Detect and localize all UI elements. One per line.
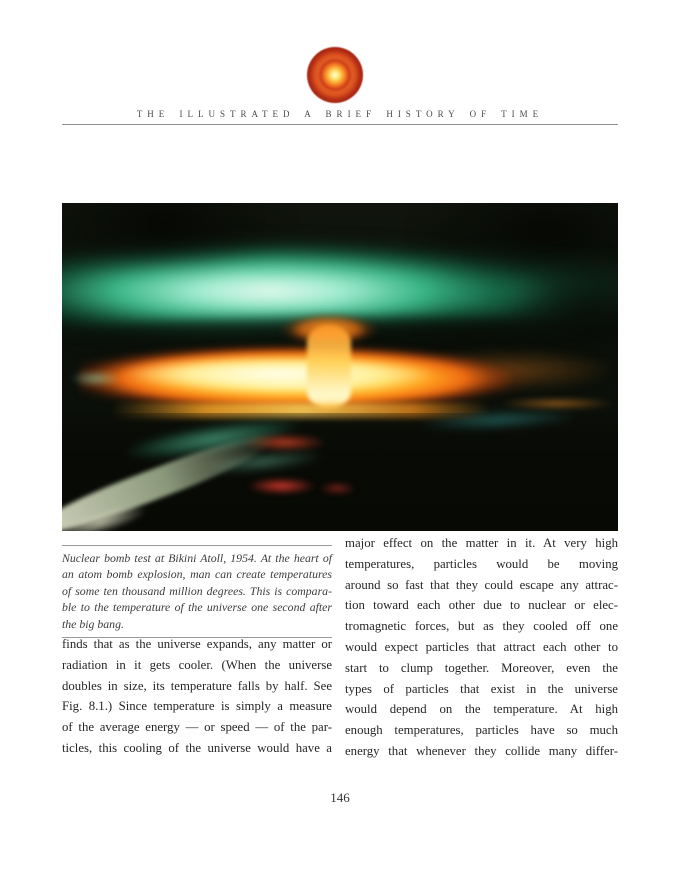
body-text-line: around so fast that they could escape any attrac- [345,577,618,592]
body-text-line: tion toward each other due to nuclear or elec- [345,598,618,613]
caption-line: of some ten thousand million degrees. This is compara- [62,583,332,598]
caption-line: the big bang. [62,616,124,631]
body-text-line: tromagnetic forces, but as they cooled off one [345,619,618,634]
right-text-column [345,533,618,762]
photo-layer-teal-wisp [68,370,124,386]
photo-layer-mushroom-stem [307,326,351,408]
page-number: 146 [330,790,350,805]
body-text-line: would expect particles that attract each other to [345,639,618,654]
caption-line: an atom bomb explosion, man can create temperatures [62,567,332,582]
caption-line: ble to the temperature of the universe one second after [62,600,332,615]
body-text-line: start to clump together. Moreover, even the [345,660,618,675]
caption-line: Nuclear bomb test at Bikini Atoll, 1954. At the heart of [62,551,332,565]
body-text-line: radiation in it gets cooler. (When the universe [62,657,332,672]
photo-layer-ember-glow-2 [245,477,317,495]
photo-layer-fireball-core [112,356,446,392]
body-text-line: would depend on the temperature. At high [345,702,618,717]
body-text-line: energy that whenever they collide many differ- [345,743,618,758]
body-text-line: finds that as the universe expands, any matter or [62,637,332,651]
body-text-line: Fig. 8.1.) Since temperature is simply a measure [62,699,332,714]
publisher-fireball-emblem-icon [307,47,363,103]
photo-layer-ember-glow-3 [318,482,357,495]
nuclear-explosion-photo [62,203,618,531]
photo-layer-vignette-topleft [62,203,296,275]
body-text-line: major effect on the matter in it. At very high [345,536,618,550]
header-rule [62,124,618,125]
left-text-column [62,634,332,759]
body-text-line: temperatures, particles would be moving [345,556,618,571]
running-header-title: THE ILLUSTRATED A BRIEF HISTORY OF TIME [136,109,544,119]
body-text-line: of the average energy — or speed — of the par- [62,720,332,735]
body-text-line: ticles, this cooling of the universe would have a [62,740,332,755]
body-text-line: doubles in size, its temperature falls by half. See [62,678,332,693]
photo-caption-text [62,546,332,637]
photo-caption [62,545,332,638]
body-text-line: enough temperatures, particles have so much [345,723,618,738]
body-text-line: types of particles that exist in the universe [345,681,618,696]
